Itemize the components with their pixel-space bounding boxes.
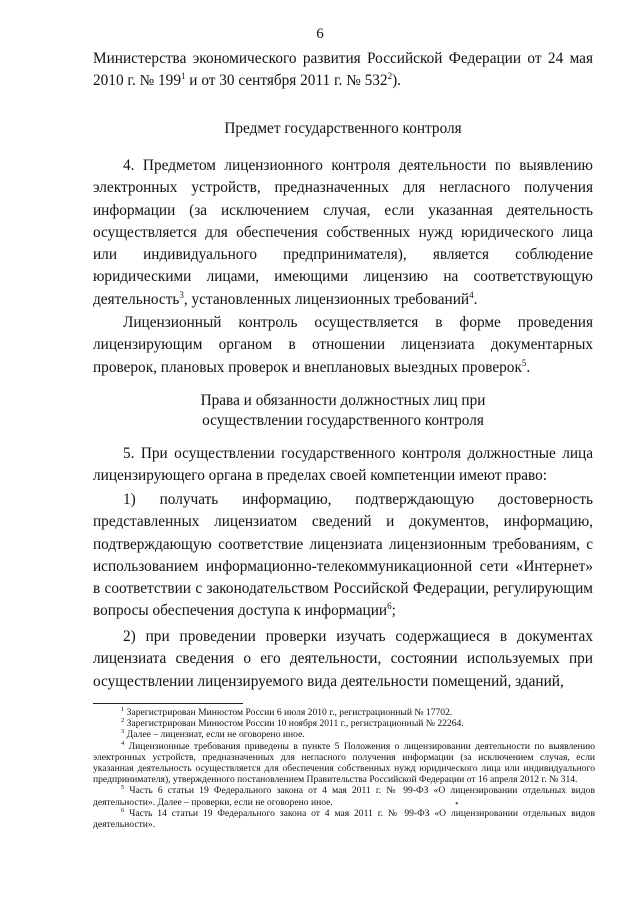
footnote-separator <box>93 703 243 704</box>
paragraph-4-text-2: , установленных лицензионных требований <box>183 290 470 308</box>
paragraph-5-text: 5. При осуществлении государственного контроля должностные лица лицензирующего органа в пределах своей компетенции имеют право: <box>93 445 593 485</box>
footnote-4-number: 4 <box>121 739 125 747</box>
page-number: 6 <box>316 26 324 42</box>
footnote-6-number: 6 <box>121 806 125 814</box>
footnote-2-number: 2 <box>121 717 125 725</box>
intro-text-2: и от 30 сентября 2011 г. № 532 <box>185 72 388 90</box>
footnote-4 <box>93 741 595 786</box>
control-form-text: Лицензионный контроль осуществляется в форме проведения лицензирующим органом в отношении лицензиата документарных проверок, плановых проверок и внеплановых выездных проверок <box>93 314 593 376</box>
section-heading-rights-line-2: осуществлении государственного контроля <box>202 412 484 429</box>
footnote-6 <box>93 808 595 830</box>
list-item-1-text: 1) получать информацию, подтверждающую достоверность представленных лицензиатом сведений и документов, информацию, подтверждающую соответствие лицензиата лицензионным требованиям, с использованием информационно-телекоммуникационной сети «Интернет» в соответствии с законодательством Российской Федерации, регулирующим вопросы обеспечения доступа к информации <box>93 491 593 620</box>
footnote-6-text: Часть 14 статьи 19 Федерального закона от 4 мая 2011 г. № 99-ФЗ «О лицензировании отдельных видов деятельности». <box>93 807 595 831</box>
list-item-2 <box>93 626 593 693</box>
footnote-5 <box>93 785 595 807</box>
list-item-1 <box>93 489 593 623</box>
footnote-1-text: Зарегистрирован Минюстом России 6 июля 2010 г., регистрационный № 17702. <box>124 707 453 718</box>
footnote-1-number: 1 <box>121 705 125 713</box>
footnote-ref-5[interactable]: 5 <box>521 357 527 368</box>
footnote-1 <box>93 707 595 718</box>
paragraph-5 <box>93 443 593 488</box>
footnote-3-text: Далее – лицензиат, если не оговорено иное. <box>124 729 305 741</box>
section-heading-rights-line-1: Права и обязанности должностных лиц при <box>200 392 486 409</box>
intro-paragraph <box>93 48 593 93</box>
footnote-3-number: 3 <box>121 728 125 736</box>
footnote-ref-2[interactable]: 2 <box>387 71 393 82</box>
section-heading-rights <box>93 391 593 431</box>
footnote-2 <box>93 718 595 729</box>
footnotes-block <box>93 707 595 830</box>
footnote-ref-4[interactable]: 4 <box>469 289 474 300</box>
paragraph-4-text: 4. Предметом лицензионного контроля деятельности по выявлению электронных устройств, предназначенных для негласного получения информации (за исключением случая, если указанная деятельность осуществляется для обеспечения собственных нужд юридического лица или индивидуального предпринимателя), является соблюдение юридическими лицами, имеющими лицензию на соответствующую деятельность <box>93 157 593 308</box>
scan-speck: • <box>455 799 459 810</box>
paragraph-4-text-3: . <box>473 290 478 308</box>
paragraph-4 <box>93 155 593 311</box>
intro-text-3: ). <box>392 72 401 90</box>
footnote-4-text: Лицензионные требования приведены в пункте 5 Положения о лицензировании деятельности по выявлению электронных устройств, предназначенных для негласного получения информации (за исключением случая, если указанная деятельность осуществляется для обеспечения собственных нужд юридического лица или индивидуального предпринимателя), утвержденного постановлением Правительства Российской Федерации от 16 апреля 2012 г. № 314. <box>93 740 595 786</box>
footnote-2-text: Зарегистрирован Минюстом России 10 ноября 2011 г., регистрационный № 22264. <box>124 718 464 730</box>
footnote-ref-6[interactable]: 6 <box>387 601 392 612</box>
section-heading-subject: Предмет государственного контроля <box>224 120 462 137</box>
paragraph-control-form <box>93 312 593 379</box>
footnote-ref-1[interactable]: 1 <box>180 71 186 82</box>
control-form-text-2: . <box>526 358 531 376</box>
list-item-2-text: 2) при проведении проверки изучать содержащиеся в документах лицензиата сведения о его деятельности, состоянии используемых при осуществлении лицензируемого вида деятельности помещений, зданий, <box>93 628 593 690</box>
footnote-5-number: 5 <box>121 784 125 792</box>
footnote-3 <box>93 729 595 740</box>
list-item-1-text-2: ; <box>391 602 396 620</box>
footnote-5-text: Часть 6 статьи 19 Федерального закона от 4 мая 2011 г. № 99-ФЗ «О лицензировании отдельных видов деятельности». Далее – проверки, если не оговорено иное. <box>93 785 595 808</box>
footnote-ref-3[interactable]: 3 <box>179 289 184 300</box>
intro-text: Министерства экономического развития Российской Федерации от 24 мая 2010 г. № 199 <box>93 50 593 90</box>
